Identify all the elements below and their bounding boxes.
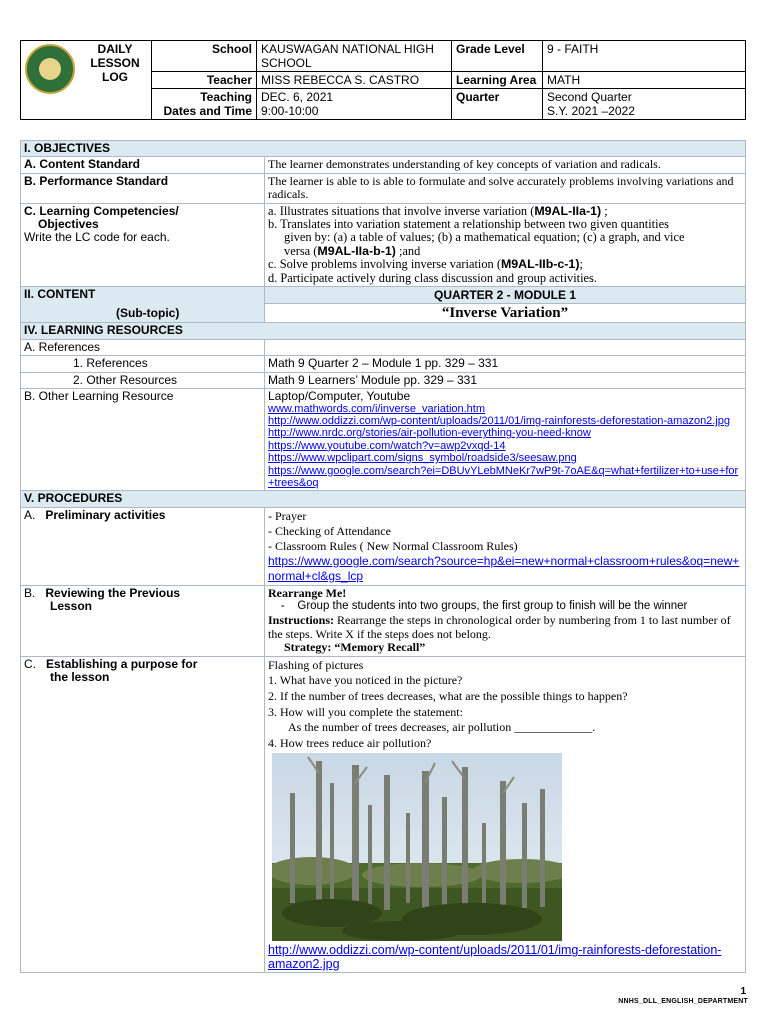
- ref2-row: [21, 372, 746, 388]
- ref2-label: 2. Other Resources: [21, 372, 265, 388]
- ref1-row: [21, 356, 746, 372]
- dll-title: DAILY LESSON LOG: [79, 41, 152, 120]
- school-value: KAUSWAGAN NATIONAL HIGH SCHOOL: [257, 41, 452, 72]
- teacher-label: Teacher: [152, 72, 257, 89]
- department-footer: NNHS_DLL_ENGLISH_DEPARTMENT: [618, 998, 748, 1005]
- preliminary-row: [21, 507, 746, 585]
- content-label: II. CONTENT (Sub-topic): [21, 287, 265, 323]
- quarter-value: Second Quarter S.Y. 2021 –2022: [543, 89, 746, 120]
- deped-seal: [21, 41, 80, 120]
- competency-d: d. Participate actively during class discussion and group activities.: [268, 270, 597, 285]
- performance-standard-row: [21, 173, 746, 203]
- quarter-label: Quarter: [452, 89, 543, 120]
- competency-c: c. Solve problems involving inverse variation (M9AL-IIb-c-1);: [268, 257, 583, 272]
- preliminary-label: A. Preliminary activities: [21, 507, 265, 585]
- objectives-heading: I. OBJECTIVES: [21, 141, 746, 157]
- purpose-label: C. Establishing a purpose for the lesson: [21, 656, 265, 973]
- content-standard-row: [21, 157, 746, 173]
- competencies-list: a. Illustrates situations that involve inverse variation (M9AL-IIa-1) ; b. Translates into variation statement a relationship between two given quantities given by: (a) a table of values; (b) a mathematical equation; (c) a graph, and vice versa (M9AL-IIa-b-1) ;and c. Solve problems involving inverse variation (M9AL-IIb-c-1); d. Participate actively during class discussion and group activities.: [265, 203, 746, 286]
- resource-link[interactable]: https://www.wpclipart.com/signs_symbol/roadside3/seesaw.png: [268, 452, 577, 465]
- competencies-row: [21, 203, 746, 286]
- performance-standard-text: The learner is able to is able to formulate and solve accurately problems involving variations and radicals.: [265, 173, 746, 203]
- ref1-value: Math 9 Quarter 2 – Module 1 pp. 329 – 331: [265, 356, 746, 372]
- page-number: 1: [740, 986, 746, 997]
- procedures-heading: V. PROCEDURES: [21, 491, 746, 507]
- photo-source-link[interactable]: http://www.oddizzi.com/wp-content/uploads/2011/01/img-rainforests-deforestation-amazon2.jpg: [268, 943, 722, 972]
- competency-a: a. Illustrates situations that involve inverse variation (M9AL-IIa-1) ;: [268, 203, 608, 218]
- objectives-heading-row: [21, 141, 746, 157]
- resource-link[interactable]: http://www.oddizzi.com/wp-content/uploads/2011/01/img-rainforests-deforestation-amazon2.jpg: [268, 414, 731, 427]
- resource-link[interactable]: https://www.google.com/search?ei=DBUvYLebMNeKr7wP9t-7oAE&q=what+fertilizer+to+use+for+trees&oq: [268, 464, 739, 489]
- grade-label: Grade Level: [452, 41, 543, 72]
- review-row: [21, 585, 746, 656]
- lesson-table: [20, 140, 746, 973]
- content-standard-label: A. Content Standard: [21, 157, 265, 173]
- resource-link[interactable]: www.mathwords.com/i/inverse_variation.htm: [268, 402, 486, 415]
- review-content: Rearrange Me! - Group the students into two groups, the first group to finish will be the winner Instructions: Rearrange the steps in chronological order by numbering from 1 to last number of the steps. Write X if the steps does not belong. Strategy: “Memory Recall”: [265, 585, 746, 656]
- review-label: B. Reviewing the Previous Lesson: [21, 585, 265, 656]
- procedures-heading-row: [21, 491, 746, 507]
- competencies-label: C. Learning Competencies/ Objectives Write the LC code for each.: [21, 203, 265, 286]
- resources-heading: IV. LEARNING RESOURCES: [21, 323, 746, 339]
- other-resource-row: [21, 389, 746, 491]
- deforestation-photo: [272, 753, 562, 941]
- ref2-value: Math 9 Learners’ Module pp. 329 – 331: [265, 372, 746, 388]
- references-row: [21, 339, 746, 355]
- other-resource-list: Laptop/Computer, Youtube www.mathwords.com/i/inverse_variation.htm http://www.oddizzi.com/wp-content/uploads/2011/01/img-rainforests-deforestation-amazon2.jpg http://www.nrdc.org/stories/air-pollution-everything-you-need-know https://www.youtube.com/watch?v=awp2vxqd-14 https://www.wpclipart.com/signs_symbol/roadside3/seesaw.png https://www.google.com/search?ei=DBUvYLebMNeKr7wP9t-7oAE&q=what+fertilizer+to+use+for+trees&oq: [265, 389, 746, 491]
- content-module: QUARTER 2 - MODULE 1 “Inverse Variation”: [265, 287, 746, 323]
- area-label: Learning Area: [452, 72, 543, 89]
- area-value: MATH: [543, 72, 746, 89]
- purpose-row: [21, 656, 746, 973]
- ref1-label: 1. References: [21, 356, 265, 372]
- date-time-value: DEC. 6, 2021 9:00-10:00: [257, 89, 452, 120]
- other-resource-label: B. Other Learning Resource: [21, 389, 265, 491]
- preliminary-content: - Prayer - Checking of Attendance - Classroom Rules ( New Normal Classroom Rules) https://www.google.com/search?source=hp&ei=new+normal+classroom+rules&oq=new+normal+cl&gs_lcp: [265, 507, 746, 585]
- resources-heading-row: [21, 323, 746, 339]
- performance-standard-label: B. Performance Standard: [21, 173, 265, 203]
- purpose-content: Flashing of pictures 1. What have you noticed in the picture? 2. If the number of trees decreases, what are the possible things to happen? 3. How will you complete the statement: As the number of trees decreases, air pollution _____________. 4. How trees reduce air pollution? http://www.oddizzi.com/wp-content/uploads/2011/01/img-rainforests-deforestation-amazon2.jpg: [265, 656, 746, 973]
- teacher-value: MISS REBECCA S. CASTRO: [257, 72, 452, 89]
- content-standard-text: The learner demonstrates understanding of key concepts of variation and radicals.: [265, 157, 746, 173]
- content-row: [21, 287, 746, 323]
- school-label: School: [152, 41, 257, 72]
- header-table: [20, 40, 746, 120]
- references-label: A. References: [21, 339, 265, 355]
- resource-link[interactable]: https://www.youtube.com/watch?v=awp2vxqd-14: [268, 439, 506, 452]
- seal-icon: [25, 44, 75, 94]
- grade-value: 9 - FAITH: [543, 41, 746, 72]
- resource-link[interactable]: http://www.nrdc.org/stories/air-pollution-everything-you-need-know: [268, 427, 591, 440]
- competency-b: b. Translates into variation statement a relationship between two given quantities: [268, 217, 669, 232]
- teaching-label: Teaching Dates and Time: [152, 89, 257, 120]
- classroom-rules-link[interactable]: https://www.google.com/search?source=hp&ei=new+normal+classroom+rules&oq=new+normal+cl&gs_lcp: [268, 553, 740, 583]
